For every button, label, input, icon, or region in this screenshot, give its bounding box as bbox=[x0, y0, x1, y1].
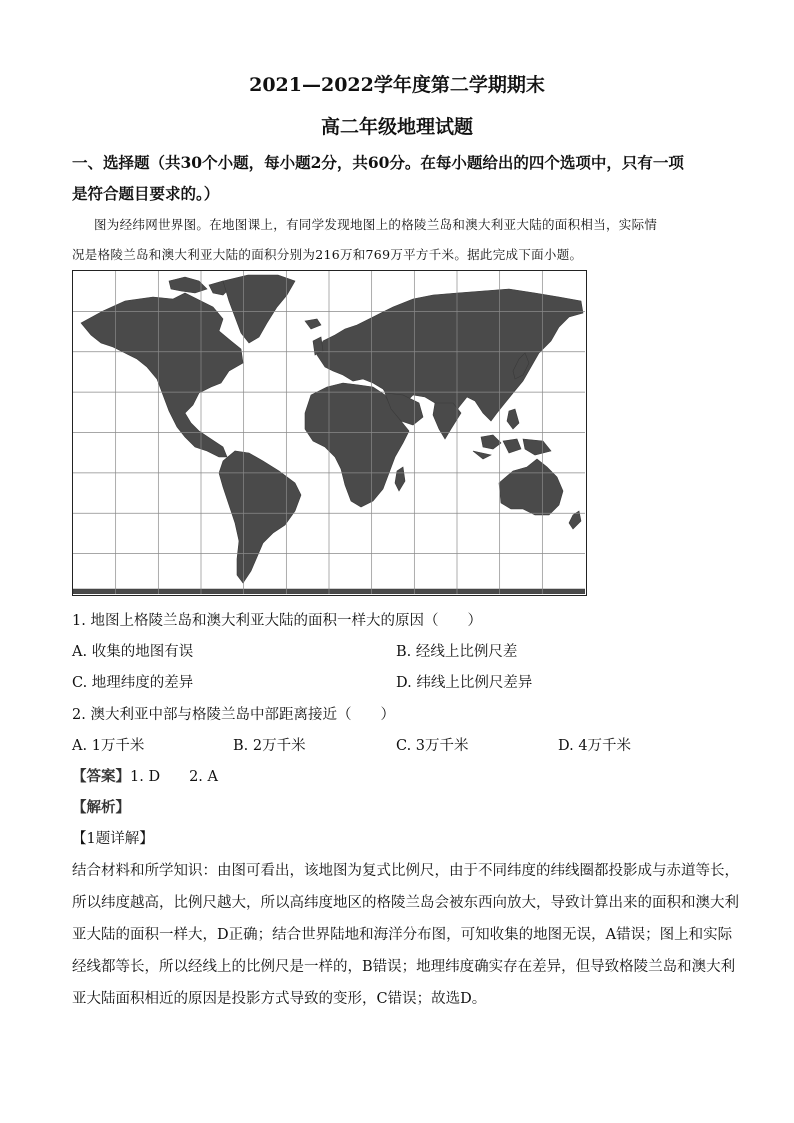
intro-text-cont: 况是格陵兰岛和澳大利亚大陆的面积分别为216万和769万平方千米。据此完成下面小题。 bbox=[72, 247, 583, 262]
question-1-option-b[interactable]: B. 经线上比例尺差 bbox=[396, 644, 518, 660]
detail-label: 【1题详解】 bbox=[72, 831, 154, 847]
question-2-option-c[interactable]: C. 3万千米 bbox=[396, 738, 469, 754]
answer-text: 1. D 2. A bbox=[130, 769, 218, 785]
section-heading-cont: 是符合题目要求的。） bbox=[72, 184, 220, 203]
answer-label: 【答案】 bbox=[72, 768, 130, 785]
exam-title: 2021—2022学年度第二学期期末 bbox=[249, 74, 545, 96]
question-2-option-d[interactable]: D. 4万千米 bbox=[558, 738, 632, 754]
question-1-stem: 1. 地图上格陵兰岛和澳大利亚大陆的面积一样大的原因（ ） bbox=[72, 613, 482, 629]
question-1-option-c[interactable]: C. 地理纬度的差异 bbox=[72, 675, 194, 691]
question-1-option-a[interactable]: A. 收集的地图有误 bbox=[72, 644, 194, 660]
intro-text: 图为经纬网世界图。在地图课上，有同学发现地图上的格陵兰岛和澳大利亚大陆的面积相当，实际情 bbox=[94, 217, 658, 232]
question-1-option-d[interactable]: D. 纬线上比例尺差异 bbox=[396, 675, 533, 691]
exam-subtitle: 高二年级地理试题 bbox=[320, 116, 473, 138]
question-2-option-a[interactable]: A. 1万千米 bbox=[72, 738, 145, 754]
explanation-line: 结合材料和所学知识：由图可看出，该地图为复式比例尺，由于不同纬度的纬线圈都投影成与赤道等长， bbox=[72, 863, 739, 879]
explanation-line: 亚大陆的面积一样大，D正确；结合世界陆地和海洋分布图，可知收集的地图无误，A错误；图上和实际 bbox=[72, 927, 733, 943]
explanation-line: 亚大陆面积相近的原因是投影方式导致的变形，C错误；故选D。 bbox=[72, 991, 487, 1007]
explanation-line: 所以纬度越高，比例尺越大，所以高纬度地区的格陵兰岛会被东西向放大，导致计算出来的面积和澳大利 bbox=[72, 895, 739, 911]
question-2-option-b[interactable]: B. 2万千米 bbox=[233, 738, 306, 754]
section-heading: 一、选择题（共30个小题，每小题2分，共60分。在每小题给出的四个选项中，只有一项 bbox=[72, 153, 684, 172]
analysis-label: 【解析】 bbox=[72, 799, 130, 816]
world-map-graphic bbox=[73, 271, 585, 594]
question-2-stem: 2. 澳大利亚中部与格陵兰岛中部距离接近（ ） bbox=[72, 707, 395, 723]
answer-line bbox=[72, 765, 218, 786]
explanation-line: 经线都等长，所以经线上的比例尺是一样的，B错误；地理纬度确实存在差异，但导致格陵兰岛和澳大利 bbox=[72, 959, 736, 975]
world-map-figure bbox=[72, 270, 587, 596]
